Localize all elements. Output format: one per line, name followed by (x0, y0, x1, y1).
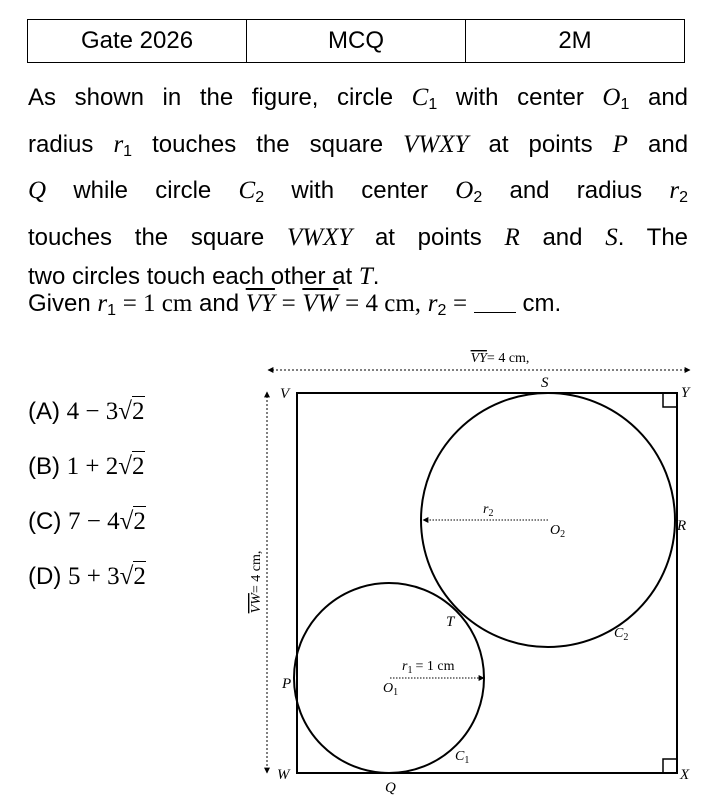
option-c[interactable]: (C) 7 − 4√2 (28, 508, 146, 535)
label-t: T (446, 614, 455, 630)
left-dimension-label: VW= 4 cm, (249, 550, 264, 614)
label-c1: $C_1$ (455, 749, 470, 766)
label-s: S (541, 375, 549, 391)
option-b[interactable]: (B) 1 + 2√2 (28, 453, 145, 480)
header-marks: 2M (466, 20, 685, 63)
label-r1: $r_1 = 1$ cm (402, 659, 455, 676)
label-c2: $C_2$ (614, 626, 629, 643)
square-vwxy (297, 393, 677, 773)
problem-line-4: touches the square VWXY at points R and S. The (28, 223, 689, 251)
header-type: MCQ (247, 20, 466, 63)
given-statement: Given $r_1 = 1$ cm and $\overline{VY} = \overline{VW} = 4$ cm, $r_2$ = cm. (28, 290, 562, 319)
label-x: X (680, 767, 690, 783)
label-v: V (280, 386, 290, 402)
label-r2: $r_2$ (483, 502, 494, 519)
circle-c1 (294, 583, 484, 773)
problem-line-5: two circles touch each other at T. (28, 263, 380, 290)
problem-line-1: As shown in the figure, circle $C_1$ with center $O_1$ and (28, 84, 689, 113)
problem-line-3: Q while circle $C_2$ with center $O_2$ and radius $r_2$ (28, 177, 689, 206)
label-o2: $O_2$ (550, 523, 566, 540)
option-a[interactable]: (A) 4 − 3√2 (28, 398, 145, 425)
right-angle-y (663, 393, 677, 407)
label-y: Y (681, 385, 690, 401)
label-p: P (282, 676, 292, 692)
label-q: Q (385, 780, 396, 796)
option-d[interactable]: (D) 5 + 3√2 (28, 563, 146, 590)
label-o1: $O_1$ (383, 681, 399, 698)
right-angle-x (663, 759, 677, 773)
label-w: W (277, 767, 290, 783)
problem-line-2: radius $r_1$ touches the square VWXY at points P and (28, 130, 689, 160)
label-r: R (677, 518, 687, 534)
header-exam: Gate 2026 (28, 20, 247, 63)
top-dimension-label: VY= 4 cm, (470, 351, 530, 366)
